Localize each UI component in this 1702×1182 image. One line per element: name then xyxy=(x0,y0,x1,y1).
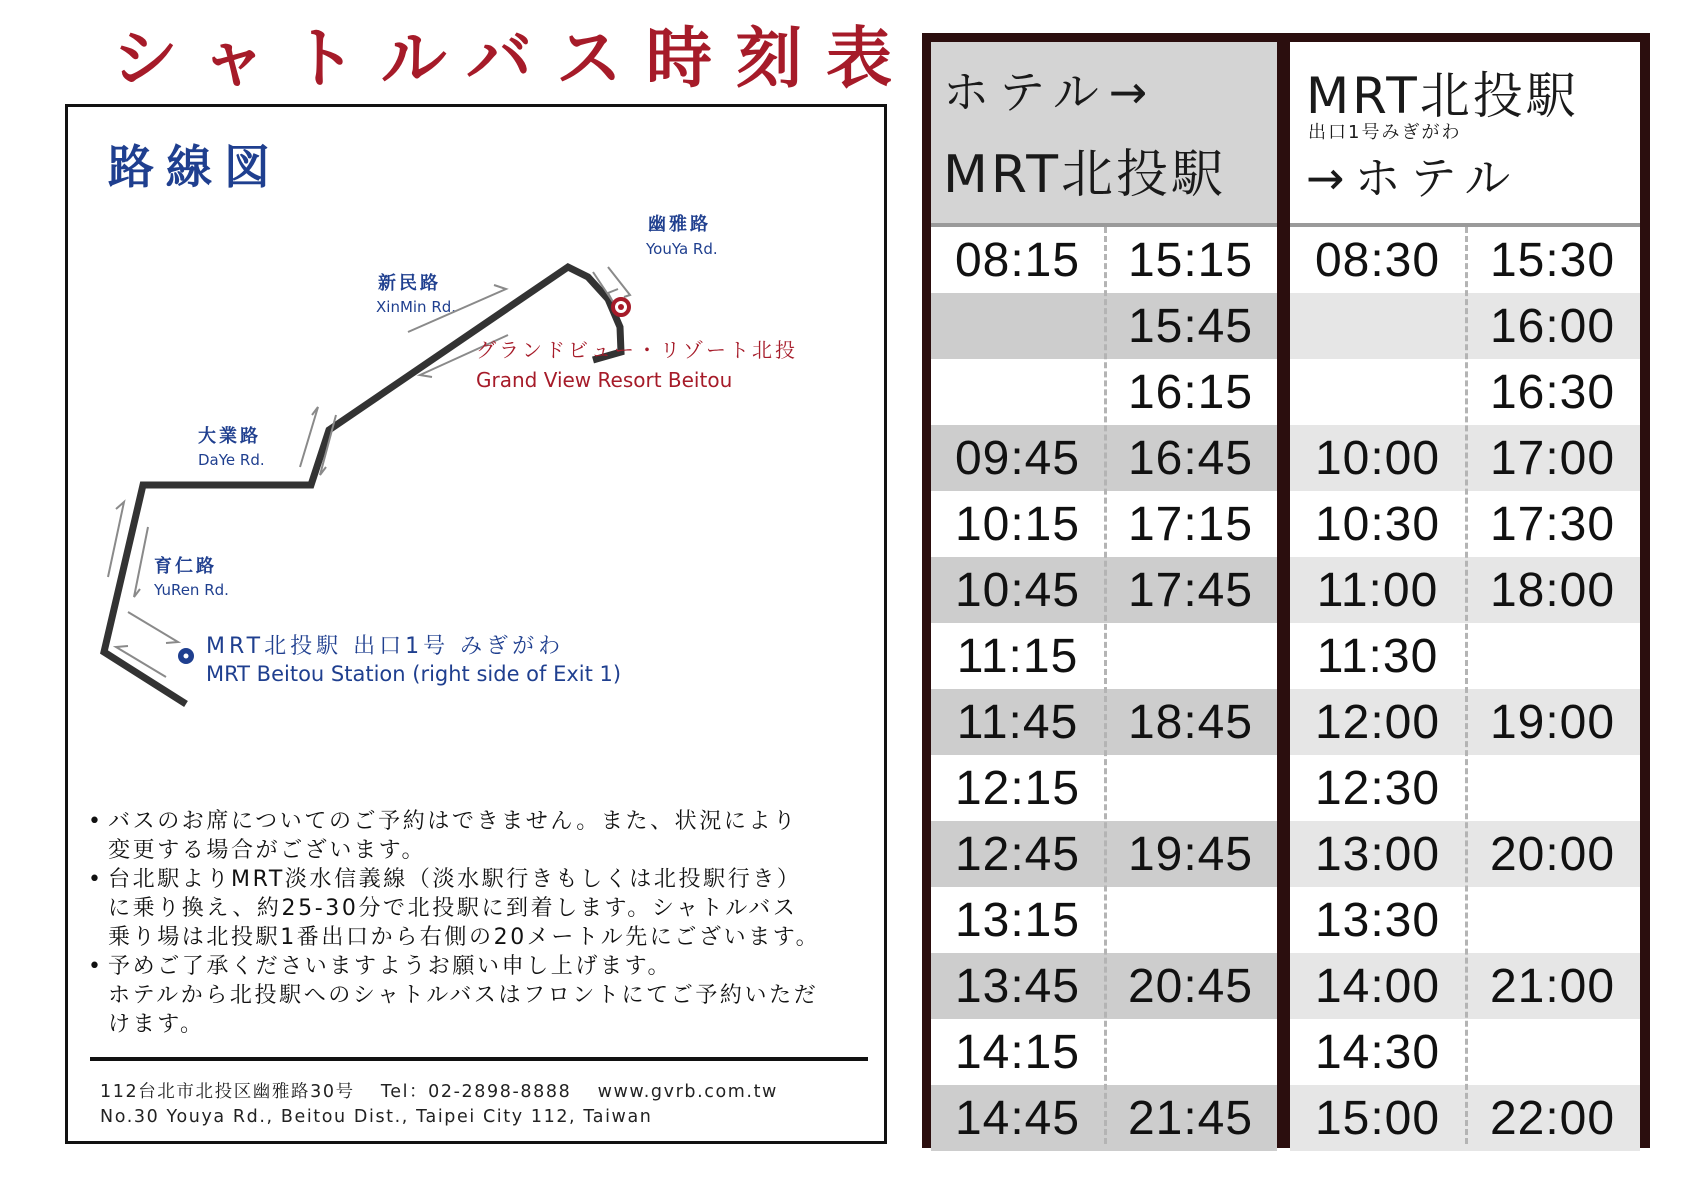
outbound-time-pm: 17:45 xyxy=(1127,563,1254,617)
outbound-time-pm: 17:15 xyxy=(1127,497,1254,551)
route-map-panel xyxy=(65,104,887,1144)
road-label-xinmin-jp: 新民路 xyxy=(378,273,441,294)
note-line: けます。 xyxy=(108,1012,205,1037)
outbound-time-pm: 20:45 xyxy=(1127,959,1254,1013)
inbound-time-pm: 21:00 xyxy=(1489,959,1616,1013)
inbound-time-am: 14:30 xyxy=(1314,1025,1441,1079)
road-label-youya-en: YouYa Rd. xyxy=(646,240,718,258)
inbound-time-am: 08:30 xyxy=(1314,233,1441,287)
road-labels xyxy=(153,213,718,599)
road-label-yuren-jp: 育仁路 xyxy=(154,556,217,577)
route-map-heading: 路線図 xyxy=(108,140,282,194)
inbound-time-am: 15:00 xyxy=(1314,1091,1441,1145)
station-stop-dot xyxy=(184,654,189,659)
arrow-station-in xyxy=(128,612,178,643)
outbound-column-divider xyxy=(1104,227,1107,1144)
inbound-time-am: 10:30 xyxy=(1314,497,1441,551)
footer-address-jp: 112台北市北投区幽雅路30号 Tel：02-2898-8888 www.gvrb.com.tw xyxy=(100,1082,778,1102)
footer-contact xyxy=(100,1080,778,1130)
hotel-name-jp: グランドビュー・リゾート北投 xyxy=(476,338,798,362)
outbound-time-am: 14:45 xyxy=(954,1091,1081,1145)
road-label-yuren-en: YuRen Rd. xyxy=(154,581,229,599)
outbound-time-am: 13:45 xyxy=(954,959,1081,1013)
outbound-time-am: 14:15 xyxy=(954,1025,1081,1079)
note-line: 乗り場は北投駅1番出口から右側の20メートル先にございます。 xyxy=(108,925,821,950)
note-item xyxy=(88,952,868,1039)
inbound-time-am: 10:00 xyxy=(1314,431,1441,485)
inbound-time-am: 11:30 xyxy=(1316,629,1439,683)
inbound-time-pm: 15:30 xyxy=(1489,233,1616,287)
outbound-title-line2: MRT北投駅 xyxy=(943,145,1226,205)
note-line: に乗り換え、約25-30分で北投駅に到着します。シャトルバス xyxy=(108,896,798,921)
hotel-name-en: Grand View Resort Beitou xyxy=(476,368,733,392)
outbound-title-line1: ホテル→ xyxy=(943,65,1158,119)
note-line: ホテルから北投駅へのシャトルバスはフロントにてご予約いただ xyxy=(108,983,819,1008)
inbound-time-pm: 16:30 xyxy=(1489,365,1616,419)
note-line: • バスのお席についてのご予約はできません。また、状況により xyxy=(108,809,798,834)
inbound-header xyxy=(1290,42,1640,223)
arrow-daye-up xyxy=(300,407,318,467)
outbound-times xyxy=(931,223,1277,1144)
note-line: • 台北駅よりMRT淡水信義線（淡水駅行きもしくは北投駅行き） xyxy=(108,867,802,892)
inbound-time-am: 13:00 xyxy=(1314,827,1441,881)
hotel-stop-dot xyxy=(618,304,624,310)
inbound-column-divider xyxy=(1465,227,1468,1144)
page-title: シャトルバス時刻表 xyxy=(112,20,917,97)
inbound-time-pm: 16:00 xyxy=(1489,299,1616,353)
outbound-time-pm: 16:15 xyxy=(1127,365,1254,419)
outbound-time-pm: 21:45 xyxy=(1127,1091,1254,1145)
inbound-time-pm: 22:00 xyxy=(1489,1091,1616,1145)
notes-list xyxy=(88,807,868,1039)
inbound-time-am: 12:00 xyxy=(1314,695,1441,749)
outbound-time-am: 11:15 xyxy=(956,629,1079,683)
inbound-title-line2: →ホテル xyxy=(1306,151,1521,205)
inbound-time-pm: 17:00 xyxy=(1489,431,1616,485)
inbound-subtitle: 出口1号みぎがわ xyxy=(1308,122,1462,143)
route-map xyxy=(68,107,890,787)
inbound-time-am: 11:00 xyxy=(1316,563,1439,617)
inbound-time-pm: 19:00 xyxy=(1489,695,1616,749)
outbound-time-am: 12:45 xyxy=(954,827,1081,881)
outbound-time-am: 11:45 xyxy=(956,695,1079,749)
note-item xyxy=(88,865,868,952)
note-item xyxy=(88,807,868,865)
direction-arrows xyxy=(108,267,630,677)
station-name-en: MRT Beitou Station (right side of Exit 1) xyxy=(206,662,622,686)
outbound-time-am: 10:15 xyxy=(954,497,1081,551)
outbound-time-pm: 15:45 xyxy=(1127,299,1254,353)
outbound-time-am: 13:15 xyxy=(954,893,1081,947)
note-line: • 予めご了承くださいますようお願い申し上げます。 xyxy=(108,954,673,979)
inbound-time-pm: 17:30 xyxy=(1489,497,1616,551)
inbound-time-pm: 18:00 xyxy=(1489,563,1616,617)
footer-divider xyxy=(90,1057,868,1061)
outbound-time-pm: 16:45 xyxy=(1127,431,1254,485)
inbound-title-line1: MRT北投駅 xyxy=(1306,67,1579,125)
outbound-time-pm: 19:45 xyxy=(1127,827,1254,881)
road-label-daye-en: DaYe Rd. xyxy=(198,451,265,469)
inbound-time-am: 13:30 xyxy=(1314,893,1441,947)
station-name-jp: MRT北投駅 出口1号 みぎがわ xyxy=(206,634,565,659)
road-label-youya-jp: 幽雅路 xyxy=(648,214,711,235)
outbound-time-pm: 15:15 xyxy=(1127,233,1254,287)
outbound-time-am: 10:45 xyxy=(954,563,1081,617)
outbound-time-am: 09:45 xyxy=(954,431,1081,485)
arrow-yuren-down xyxy=(134,527,148,597)
outbound-time-pm: 18:45 xyxy=(1127,695,1254,749)
outbound-time-am: 12:15 xyxy=(954,761,1081,815)
footer-address-en: No.30 Youya Rd., Beitou Dist., Taipei City 112, Taiwan xyxy=(100,1107,653,1127)
outbound-time-am: 08:15 xyxy=(954,233,1081,287)
road-label-xinmin-en: XinMin Rd. xyxy=(376,298,457,316)
inbound-time-am: 14:00 xyxy=(1314,959,1441,1013)
note-line: 変更する場合がございます。 xyxy=(108,838,427,863)
inbound-time-am: 12:30 xyxy=(1314,761,1441,815)
timetable xyxy=(922,33,1650,1148)
inbound-times xyxy=(1290,223,1640,1144)
inbound-time-pm: 20:00 xyxy=(1489,827,1616,881)
outbound-header xyxy=(931,42,1277,223)
road-label-daye-jp: 大業路 xyxy=(198,426,261,447)
